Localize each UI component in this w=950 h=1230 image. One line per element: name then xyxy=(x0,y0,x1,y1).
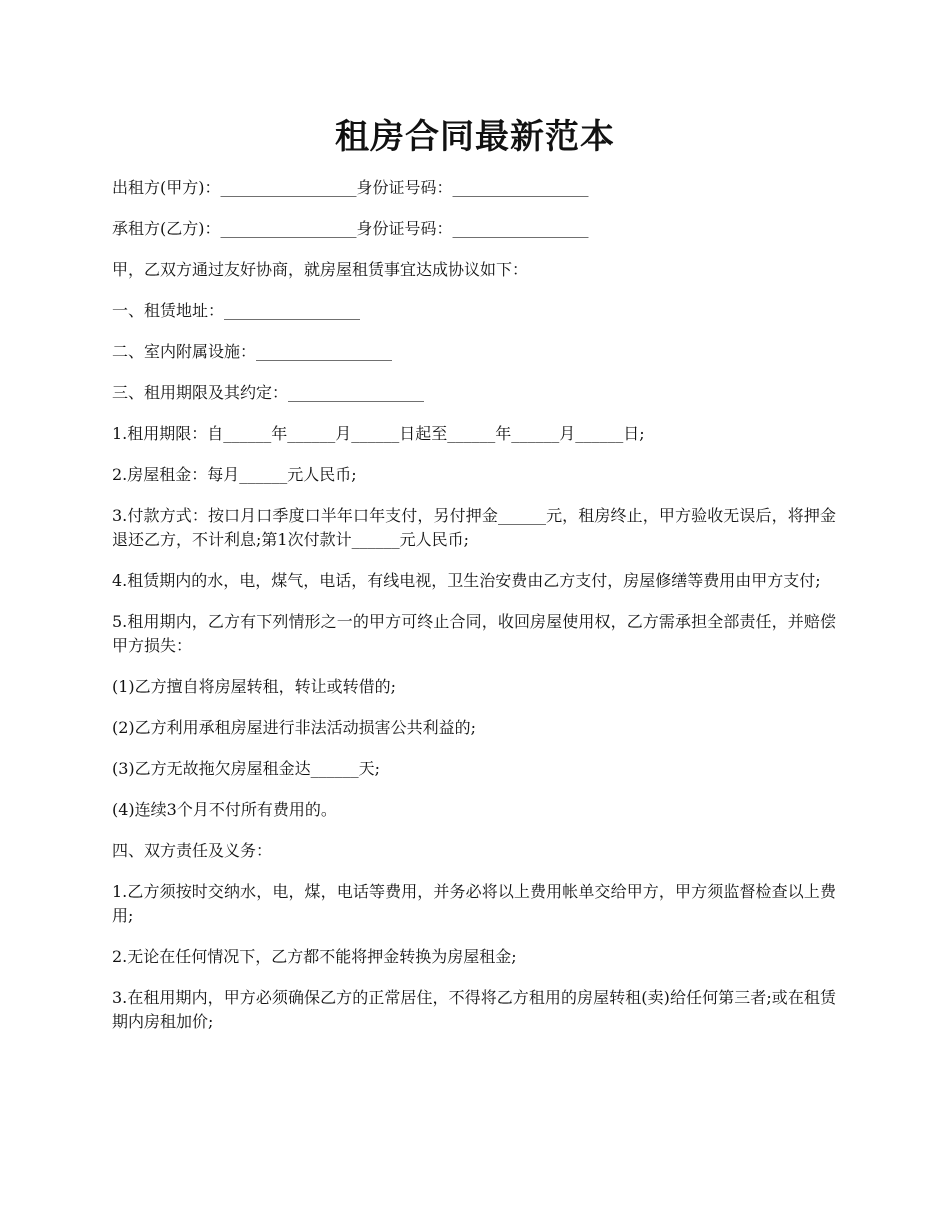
clause-3-5-3: (3)乙方无故拖欠房屋租金达______天; xyxy=(112,759,381,778)
clause-3-3: 3.付款方式：按口月口季度口半年口年支付，另付押金______元，租房终止，甲方验收无误后，将押金退还乙方，不计利息;第1次付款计______元人民币; xyxy=(112,506,836,549)
clause-3-5-2: (2)乙方利用承租房屋进行非法活动损害公共利益的; xyxy=(112,718,477,737)
clause-3-5: 5.租用期内，乙方有下列情形之一的甲方可终止合同，收回房屋使用权，乙方需承担全部责任，并赔偿甲方损失： xyxy=(112,612,836,655)
clause-3-1: 1.租用期限：自______年______月______日起至______年______月______日; xyxy=(112,424,645,443)
section-3-term: 三、租用期限及其约定：_________________ xyxy=(112,383,425,402)
section-2-facilities: 二、室内附属设施：_________________ xyxy=(112,342,393,361)
clause-3-2: 2.房屋租金：每月______元人民币; xyxy=(112,465,357,484)
party-b-line: 承租方(乙方)：_________________身份证号码：_________________ xyxy=(112,219,589,238)
agreement-intro: 甲，乙双方通过友好协商，就房屋租赁事宜达成协议如下： xyxy=(112,260,529,279)
document-body xyxy=(112,176,836,1051)
clause-3-5-4: (4)连续3个月不付所有费用的。 xyxy=(112,800,337,819)
clause-4-3: 3.在租用期内，甲方必须确保乙方的正常居住，不得将乙方租用的房屋转租(卖)给任何第三者;或在租赁期内房租加价; xyxy=(112,988,836,1031)
section-4-duties: 四、双方责任及义务： xyxy=(112,841,273,860)
clause-4-1: 1.乙方须按时交纳水，电，煤，电话等费用，并务必将以上费用帐单交给甲方，甲方须监督检查以上费用; xyxy=(112,882,836,925)
clause-3-5-1: (1)乙方擅自将房屋转租，转让或转借的; xyxy=(112,677,397,696)
section-1-address: 一、租赁地址：_________________ xyxy=(112,301,361,320)
party-a-line: 出租方(甲方)：_________________身份证号码：_________________ xyxy=(112,178,589,197)
clause-3-4: 4.租赁期内的水，电，煤气，电话，有线电视，卫生治安费由乙方支付，房屋修缮等费用由甲方支付; xyxy=(112,571,821,590)
clause-4-2: 2.无论在任何情况下，乙方都不能将押金转换为房屋租金; xyxy=(112,947,517,966)
document-title: 租房合同最新范本 xyxy=(335,117,615,157)
